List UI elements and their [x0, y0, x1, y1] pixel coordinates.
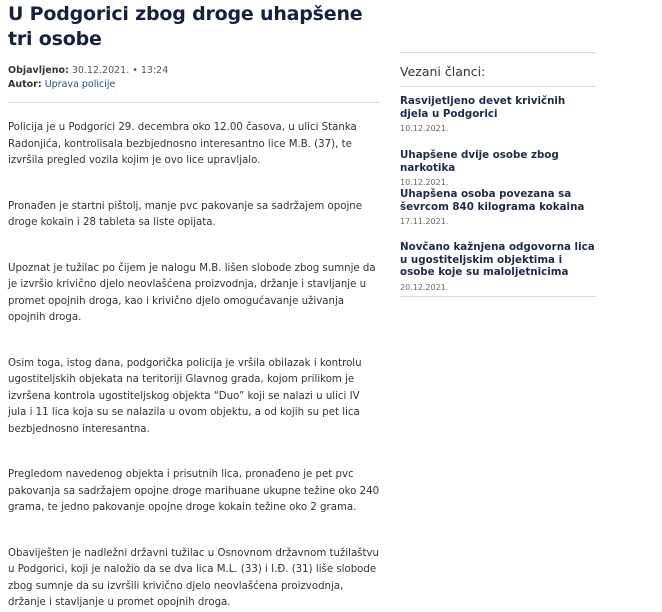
related-article-title[interactable]: Rasvijetljeno devet krivičnih djela u Podgorici: [400, 95, 566, 120]
published-line: [8, 64, 380, 78]
related-article-3[interactable]: [400, 188, 596, 226]
related-article-title[interactable]: Novčano kažnjena odgovorna lica u ugostiteljskim objektima i osobe koje su maloljetnicima: [400, 241, 595, 278]
author-link[interactable]: Uprava policije: [44, 79, 116, 90]
article-paragraph-2: Pronađen je startni pištolj, manje pvc pakovanje sa sadržajem opojne droge kokain i 28 tableta sa liste opijata.: [8, 200, 363, 228]
related-article-1[interactable]: [400, 95, 596, 133]
article: [8, 0, 380, 612]
related-article-title[interactable]: Uhapšene dvije osobe zbog narkotika: [400, 149, 559, 174]
article-meta: [8, 64, 380, 92]
article-paragraph-5: Pregledom navedenog objekta i prisutnih lica, pronađeno je pet pvc pakovanja sa sadržajem opojne droge marihuane ukupne težine oko 240 grama, te jedno pakovanje opojne droge kokain težine oko 2 grama.: [8, 469, 380, 513]
related-article-title[interactable]: Uhapšena osoba povezana sa ševrcom 840 kilograma kokaina: [400, 188, 585, 213]
published-value: 30.12.2021. • 13:24: [71, 65, 169, 76]
article-paragraph-6: Obaviješten je nadležni državni tužilac u Osnovnom državnom tužilaštvu u Podgorici, koji je naložio da se dva lica M.L. (33) i I.Đ. (31) liše slobode zbog sumnje da su izvršili krivično djelo neovlašćena proizvodnja, držanje i stavljanje u promet opojnih droga.: [8, 547, 379, 608]
article-paragraph-3: Upoznat je tužilac po čijem je nalogu M.B. lišen slobode zbog sumnje da je izvršio krivično djelo neovlašćena proizvodnja, držanje i stavljanje u promet opojnih droga, kao i krivično djelo omogućavanje uživanja opojnih droga.: [8, 262, 376, 323]
article-title: U Podgorici zbog droge uhapšene tri osobe: [8, 3, 363, 50]
author-label: Autor:: [8, 79, 42, 90]
meta-divider: [8, 102, 380, 103]
published-label: Objavljeno:: [8, 65, 69, 76]
sidebar-heading-divider: [400, 86, 596, 87]
related-article-4[interactable]: [400, 241, 596, 292]
related-article-2[interactable]: [400, 149, 596, 187]
related-article-date: 20.12.2021.: [400, 282, 449, 292]
related-article-date: 10.12.2021.: [400, 124, 449, 133]
related-articles-heading: Vezani članci:: [400, 64, 486, 79]
sidebar-top-divider: [400, 52, 596, 53]
related-article-date: 10.12.2021.: [400, 178, 449, 187]
related-articles-sidebar: [400, 52, 596, 292]
author-line: [8, 78, 380, 92]
sidebar-bottom-divider: [400, 296, 596, 297]
article-paragraph-1: Policija je u Podgorici 29. decembra oko 12.00 časova, u ulici Stanka Radonjića, kontrolisala bezbjednosno interesantno lice M.B. (37), te izvršila pregled vozila kojim je ovo lice upravljalo.: [8, 122, 357, 166]
related-article-date: 17.11.2021.: [400, 217, 449, 226]
article-paragraph-4: Osim toga, istog dana, podgorička policija je vršila obilazak i kontrolu ugostiteljskih objekata na teritoriji Glavnog grada, kojom prilikom je izvršena kontrola ugostiteljskog objekta “Duo” koji se nalazi u ulici IV jula i 11 lica koja su se nalazila u ovom objektu, a od kojih su pet lica bezbjednosno interesantna.: [8, 357, 362, 435]
